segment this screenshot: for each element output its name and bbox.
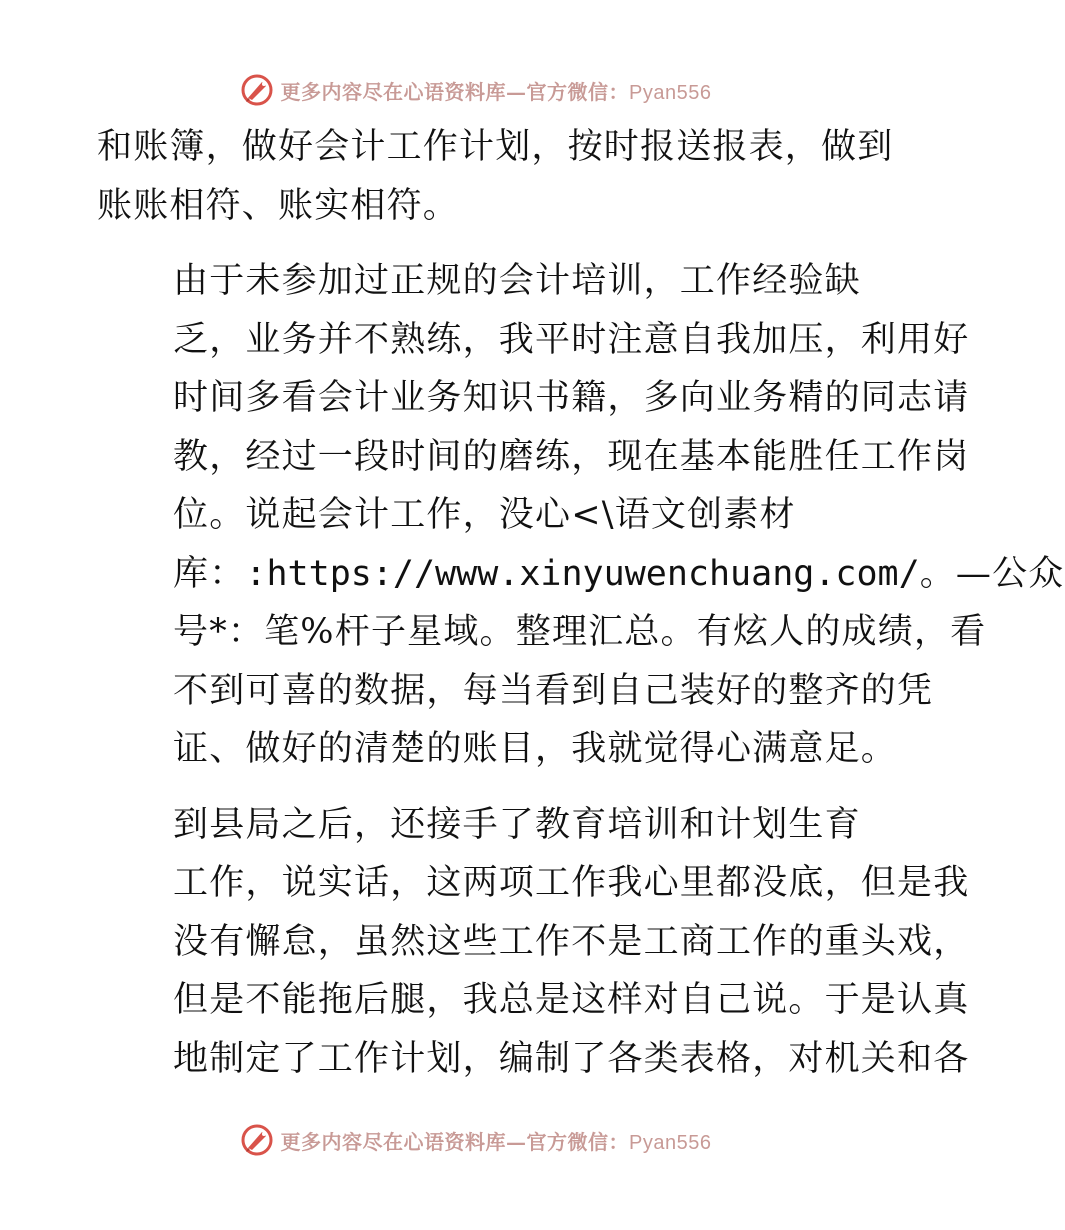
text-line: 地制定了工作计划，编制了各类表格，对机关和各 bbox=[173, 1038, 970, 1079]
text-line: 证、做好的清楚的账目，我就觉得心满意足。 bbox=[173, 729, 898, 769]
footer-banner-label: 更多内容尽在心语资料库—官方微信： bbox=[280, 1129, 630, 1154]
url-line-suffix: 。—公众 bbox=[919, 553, 1065, 594]
text-line: 不到可喜的数据，每当看到自己装好的整齐的凭 bbox=[173, 670, 934, 711]
header-banner-label: 更多内容尽在心语资料库—官方微信： bbox=[280, 79, 630, 104]
paragraph-3 bbox=[97, 796, 970, 1089]
text-line: 工作，说实话，这两项工作我心里都没底，但是我 bbox=[173, 863, 970, 903]
pen-logo-icon bbox=[239, 72, 275, 108]
header-banner-text bbox=[281, 76, 712, 105]
text-line: 由于未参加过正规的会计培训，工作经验缺 bbox=[173, 261, 861, 301]
header-wechat-id: Pyan556 bbox=[629, 81, 712, 104]
text-line: 但是不能拖后腿，我总是这样对自己说。于是认真 bbox=[173, 980, 970, 1020]
url-line bbox=[97, 545, 1065, 604]
paragraph-2 bbox=[97, 252, 1065, 779]
website-url: :https://www.xinyuwenchuang.com/ bbox=[245, 553, 920, 594]
text-line: 账账相符、账实相符。 bbox=[97, 185, 460, 226]
text-line: 号*：笔%杆子星域。整理汇总。有炫人的成绩，看 bbox=[173, 612, 987, 652]
text-line: 乏，业务并不熟练，我平时注意自我加压，利用好 bbox=[173, 319, 970, 360]
url-line-prefix: 库： bbox=[173, 553, 246, 594]
text-line: 时间多看会计业务知识书籍，多向业务精的同志请 bbox=[173, 378, 970, 418]
text-line: 位。说起会计工作，没心<\语文创素材 bbox=[173, 495, 796, 535]
pen-logo-icon bbox=[239, 1122, 275, 1158]
paragraph-1 bbox=[97, 118, 894, 235]
text-line: 和账簿，做好会计工作计划，按时报送报表，做到 bbox=[97, 127, 894, 167]
document-body bbox=[97, 118, 1065, 1088]
footer-banner-text bbox=[281, 1126, 712, 1155]
footer-banner bbox=[0, 1118, 950, 1162]
text-line: 到县局之后，还接手了教育培训和计划生育 bbox=[173, 804, 861, 845]
text-line: 教，经过一段时间的磨练，现在基本能胜任工作岗 bbox=[173, 436, 970, 477]
footer-wechat-id: Pyan556 bbox=[629, 1131, 712, 1154]
header-banner bbox=[0, 68, 950, 112]
text-line: 没有懈怠，虽然这些工作不是工商工作的重头戏， bbox=[173, 921, 970, 962]
